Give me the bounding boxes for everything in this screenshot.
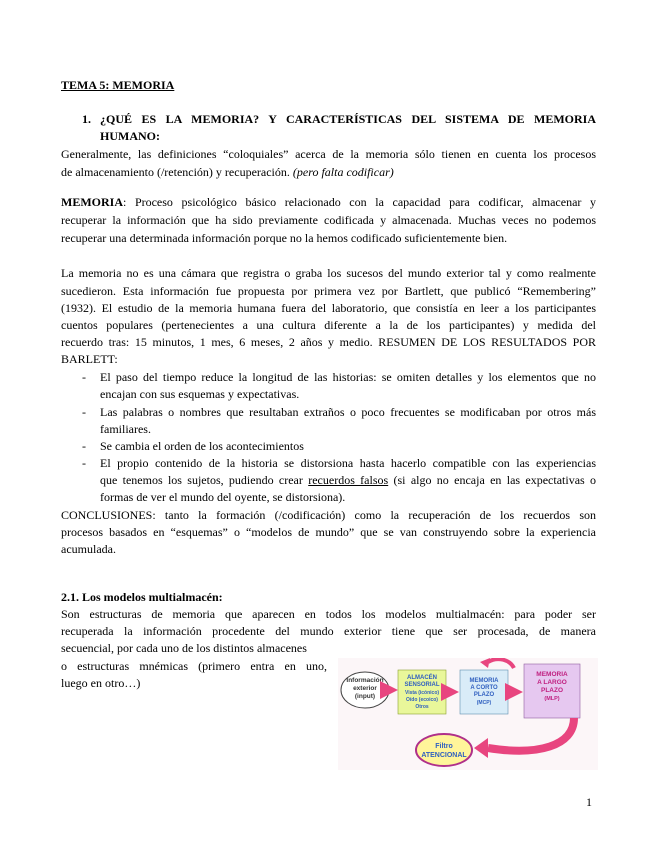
false-memories-term: recuerdos falsos bbox=[308, 473, 389, 487]
conclusions-line-3: acumulada. bbox=[61, 542, 116, 556]
retrieval-arrow bbox=[488, 718, 574, 751]
definition-line-2: recuperar la información que ha sido previamente codificada y almacenada. Muchas veces no podemos bbox=[61, 213, 596, 227]
bullet-2-line-1: Las palabras o nombres que resultaban extraños o poco frecuentes se modificaban por otros más bbox=[100, 405, 596, 419]
bullet-4-text-post: (si algo no encaja en las expectativas o bbox=[388, 473, 597, 487]
section-21-line-3: secuencial, por cada uno de los distintos almacenes bbox=[61, 641, 307, 655]
mcp-label-4: (MCP) bbox=[476, 700, 492, 706]
conclusions-line-2: procesos basados en “esquemas” o “modelos de mundo” que se van construyendo sobre la experiencia bbox=[61, 525, 596, 539]
conclusions-line-1: CONCLUSIONES: tanto la formación (/codificación) como la recuperación de los recuerdos son bbox=[61, 508, 596, 522]
rehearsal-arrowhead bbox=[480, 658, 490, 668]
rehearsal-loop-arrow bbox=[488, 659, 514, 668]
bartlett-line-4: cuentos populares (pertenecientes a una cultura diferente a la de los participantes) y medida del bbox=[61, 318, 596, 332]
section-21-line-4: o estructuras mnémicas (primero entra en uno, bbox=[61, 659, 327, 673]
bartlett-line-2: sucedieron. Esta información fue propuesta por primera vez por Bartlett, que publicó “Remembering” bbox=[61, 284, 596, 298]
attention-filter-ellipse bbox=[416, 734, 472, 766]
mlp-label-3: PLAZO bbox=[540, 687, 564, 694]
sensory-label-5: Otros bbox=[415, 704, 429, 710]
multistore-model-diagram bbox=[338, 658, 598, 770]
bartlett-line-1: La memoria no es una cámara que registra o graba los sucesos del mundo exterior tal y como realmente bbox=[61, 266, 596, 280]
section-21-line-2: recuperada la información procedente del mundo exterior tiene que ser procesada, de manera bbox=[61, 624, 596, 638]
mlp-label-4: (MLP) bbox=[544, 696, 560, 702]
definition-text-1: : Proceso psicológico básico relacionado con la capacidad para codificar, almacenar y bbox=[123, 195, 596, 209]
sensory-label-2: SENSORIAL bbox=[404, 682, 440, 688]
bullet-dash-3: - bbox=[82, 439, 86, 453]
document-title: TEMA 5: MEMORIA bbox=[61, 78, 175, 92]
intro-line-2 bbox=[61, 163, 394, 181]
intro-note: (pero falta codificar) bbox=[292, 165, 394, 179]
section-21-line-5: luego en otro…) bbox=[61, 676, 141, 690]
mcp-label-1: MEMORIA bbox=[469, 678, 499, 684]
mlp-label-2: A LARGO bbox=[537, 679, 567, 686]
input-label-2: exterior bbox=[353, 685, 377, 692]
filter-label-2: ATENCIONAL bbox=[421, 752, 467, 759]
retrieval-arrowhead bbox=[474, 738, 488, 758]
input-label-3: (input) bbox=[354, 693, 376, 700]
section-21-line-1: Son estructuras de memoria que aparecen en todos los modelos multialmacén: para poder ser bbox=[61, 607, 596, 621]
sensory-label-4: Oído (ecoico) bbox=[406, 697, 438, 703]
definition-term: MEMORIA bbox=[61, 195, 123, 209]
bullet-dash-1: - bbox=[82, 370, 86, 384]
bartlett-line-3: (1932). El estudio de la memoria humana fuera del laboratorio, que consistía en leer a los participantes bbox=[61, 301, 596, 315]
bullet-4-line-2 bbox=[100, 471, 596, 489]
mcp-label-2: A CORTO bbox=[470, 685, 498, 691]
bullet-1-line-2: encajan con sus esquemas y expectativas. bbox=[100, 387, 300, 401]
filter-label-1: Filtro bbox=[435, 743, 453, 750]
bullet-4-line-1: El propio contenido de la historia se distorsiona hasta hacerlo compatible con las experiencias bbox=[100, 456, 596, 470]
intro-text: de almacenamiento (/retención) y recuperación. bbox=[61, 165, 290, 179]
section-1-heading: ¿QUÉ ES LA MEMORIA? Y CARACTERÍSTICAS DEL SISTEMA DE MEMORIA bbox=[100, 112, 596, 126]
mcp-label-3: PLAZO bbox=[473, 692, 495, 698]
section-1-number: 1. bbox=[82, 112, 91, 126]
input-label-1: Información bbox=[346, 677, 384, 684]
bartlett-line-6: BARLETT: bbox=[61, 352, 118, 366]
sensory-label-3: Vista (icónico) bbox=[404, 690, 440, 696]
bullet-dash-4: - bbox=[82, 456, 86, 470]
bartlett-line-5: recuerdo tras: 15 minutos, 1 mes, 6 meses, 2 años y medio. RESUMEN DE LOS RESULTADOS POR bbox=[61, 335, 596, 349]
sensory-label-1: ALMACÉN bbox=[407, 675, 437, 681]
page-number: 1 bbox=[586, 795, 592, 809]
bullet-4-line-3: formas de ver el mundo del oyente, se distorsiona). bbox=[100, 490, 346, 504]
definition-line-3: recuperar una determinada información porque no la hemos codificado suficientemente bien. bbox=[61, 231, 508, 245]
bullet-dash-2: - bbox=[82, 405, 86, 419]
intro-line-1: Generalmente, las definiciones “coloquiales” acerca de la memoria sólo tienen en cuenta los procesos bbox=[61, 147, 596, 161]
bullet-2-line-2: familiares. bbox=[100, 422, 151, 436]
bullet-1-line-1: El paso del tiempo reduce la longitud de las historias: se omiten detalles y los elementos que no bbox=[100, 370, 596, 384]
section-1-heading-cont: HUMANO: bbox=[100, 129, 160, 143]
bullet-4-text-pre: que tenemos los sujetos, pudiendo crear bbox=[100, 473, 309, 487]
section-21-heading: 2.1. Los modelos multialmacén: bbox=[61, 590, 223, 604]
mlp-label-1: MEMORIA bbox=[536, 671, 568, 678]
definition-line-1 bbox=[61, 193, 596, 211]
bullet-3-line-1: Se cambia el orden de los acontecimientos bbox=[100, 439, 304, 453]
